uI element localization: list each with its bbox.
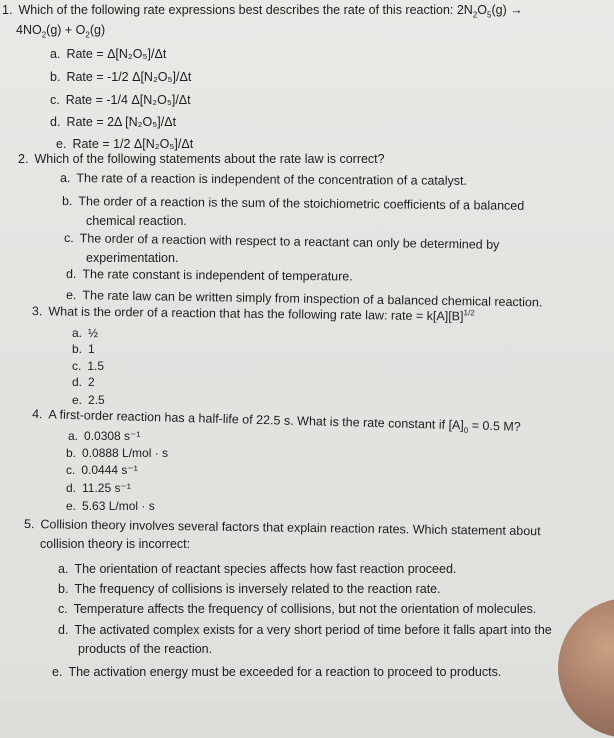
question-5-option-d: d. The activated complex exists for a very short period of time before it falls apart into the: [58, 623, 552, 637]
question-1-option-a: a. Rate = Δ[N₂O₅]/Δt: [50, 47, 167, 61]
question-4-option-b: b. 0.0888 L/mol · s: [66, 446, 169, 460]
question-5-text-continued: collision theory is incorrect:: [40, 537, 191, 551]
question-5-option-d-continued: products of the reaction.: [78, 642, 213, 656]
question-1-option-e: e. Rate = 1/2 Δ[N₂O₅]/Δt: [56, 137, 194, 151]
question-3-option-b: b. 1: [72, 342, 95, 356]
question-2-option-e: e. The rate law can be written simply from inspection of a balanced chemical reaction.: [65, 288, 543, 310]
question-5-option-e: e. The activation energy must be exceeded for a reaction to proceed to products.: [52, 665, 502, 679]
question-5-option-a: a. The orientation of reactant species affects how fast reaction proceed.: [58, 562, 457, 576]
question-4-option-a: a. 0.0308 s⁻¹: [68, 429, 141, 443]
question-2-option-a: a. The rate of a reaction is independent of the concentration of a catalyst.: [59, 171, 468, 188]
question-1-option-d: d. Rate = 2Δ [N₂O₅]/Δt: [50, 115, 177, 129]
question-2-text: 2. Which of the following statements about the rate law is correct?: [18, 152, 385, 166]
question-2-option-c: c. The order of a reaction with respect to a reactant can only be determined by: [63, 231, 500, 252]
question-2-option-b-continued: chemical reaction.: [86, 214, 187, 228]
question-3-option-e: e. 2.5: [72, 393, 105, 407]
question-1-text: 1. Which of the following rate expressions best describes the rate of this reaction: $2N_2O_5(g)$ →: [2, 3, 523, 20]
question-3-option-a: a. ½: [72, 326, 99, 340]
question-3-option-c: c. 1.5: [72, 359, 105, 373]
question-5-option-b: b. The frequency of collisions is inversely related to the reaction rate.: [58, 582, 441, 596]
question-4-option-c: c. 0.0444 s⁻¹: [66, 463, 138, 477]
question-5-option-c: c. Temperature affects the frequency of collisions, but not the orientation of molecules.: [58, 602, 537, 616]
question-4-option-e: e. 5.63 L/mol · s: [66, 499, 155, 513]
question-5-text: 5. Collision theory involves several factors that explain reaction rates. Which statement about: [23, 517, 541, 539]
question-2-option-d: d. The rate constant is independent of temperature.: [65, 267, 353, 284]
question-3-text: 3. What is the order of a reaction that has the following rate law: rate = $k[A][B]^{1/2}$: [31, 304, 475, 324]
question-1-products: $4NO_2(g) + O_2(g)$: [16, 23, 106, 40]
finger-photo-blob: [558, 598, 614, 738]
question-2-option-c-continued: experimentation.: [86, 251, 179, 265]
question-4-text: 4. A first-order reaction has a half-life of 22.5 s. What is the rate constant if $[A]_0 = 0.5$ M?: [31, 407, 521, 435]
question-4-option-d: d. 11.25 s⁻¹: [66, 481, 131, 495]
question-2-option-b: b. The order of a reaction is the sum of the stoichiometric coefficients of a balanced: [61, 194, 525, 213]
question-1-option-c: c. Rate = -1/4 Δ[N₂O₅]/Δt: [50, 93, 191, 107]
question-1-option-b: b. Rate = -1/2 Δ[N₂O₅]/Δt: [50, 70, 192, 84]
question-3-option-d: d. 2: [72, 375, 95, 389]
